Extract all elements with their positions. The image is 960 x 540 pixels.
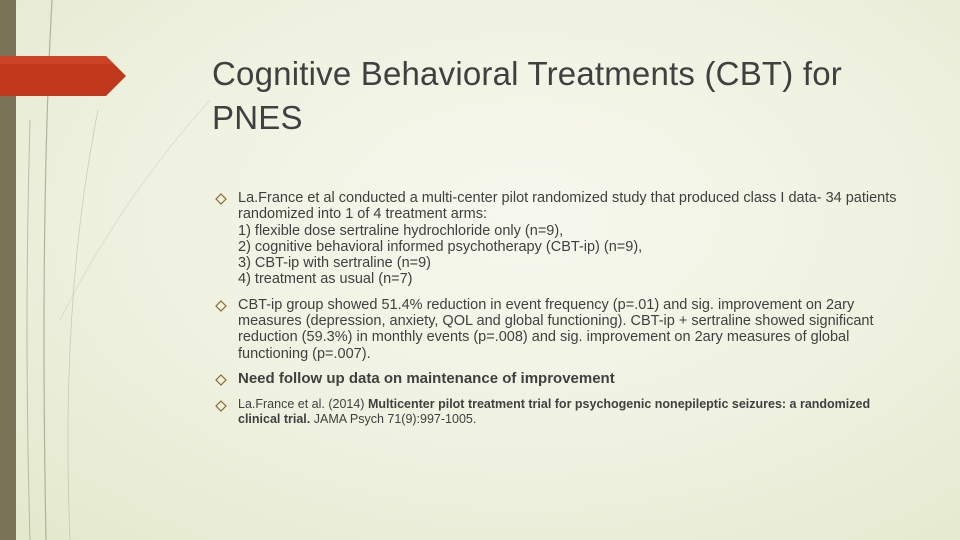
- bullet-follow-up: [213, 371, 913, 387]
- bullet-reference: [213, 397, 913, 427]
- diamond-bullet-icon: [215, 374, 227, 386]
- diamond-bullet-icon: [215, 193, 227, 205]
- results-text: CBT-ip group showed 51.4% reduction in event frequency (p=.01) and sig. improvement on 2ary measures (depression, anxiety, QOL and global functioning). CBT-ip + sertraline showed significant reduction (59.3%) in monthly events (p=.008) and sig. improvement on 2ary measures of global functioning (p=.007).: [238, 296, 874, 362]
- study-intro-text: La.France et al conducted a multi-center pilot randomized study that produced class I data- 34 patients randomized into 1 of 4 treatment arms:: [238, 190, 897, 223]
- treatment-arm-4: 4) treatment as usual (n=7): [238, 271, 413, 288]
- follow-up-text: Need follow up data on maintenance of improvement: [238, 369, 615, 387]
- treatment-arm-1: 1) flexible dose sertraline hydrochloride only (n=9),: [238, 222, 564, 239]
- treatment-arm-2: 2) cognitive behavioral informed psychotherapy (CBT-ip) (n=9),: [238, 238, 643, 255]
- treatment-arm-3: 3) CBT-ip with sertraline (n=9): [238, 255, 431, 272]
- bullet-list: [213, 190, 913, 436]
- bullet-study-design: [213, 190, 913, 288]
- reference-authors: La.France et al. (2014): [238, 397, 368, 412]
- diamond-bullet-icon: [215, 400, 227, 412]
- slide-title: Cognitive Behavioral Treatments (CBT) for PNES: [212, 55, 842, 136]
- diamond-bullet-icon: [215, 300, 227, 312]
- reference-journal: JAMA Psych 71(9):997-1005.: [310, 412, 477, 427]
- reference-article-title: Multicenter pilot treatment trial for psychogenic nonepileptic seizures: a randomized clinical trial.: [238, 397, 871, 427]
- title-accent-tab: [0, 56, 126, 96]
- bullet-results: [213, 297, 913, 362]
